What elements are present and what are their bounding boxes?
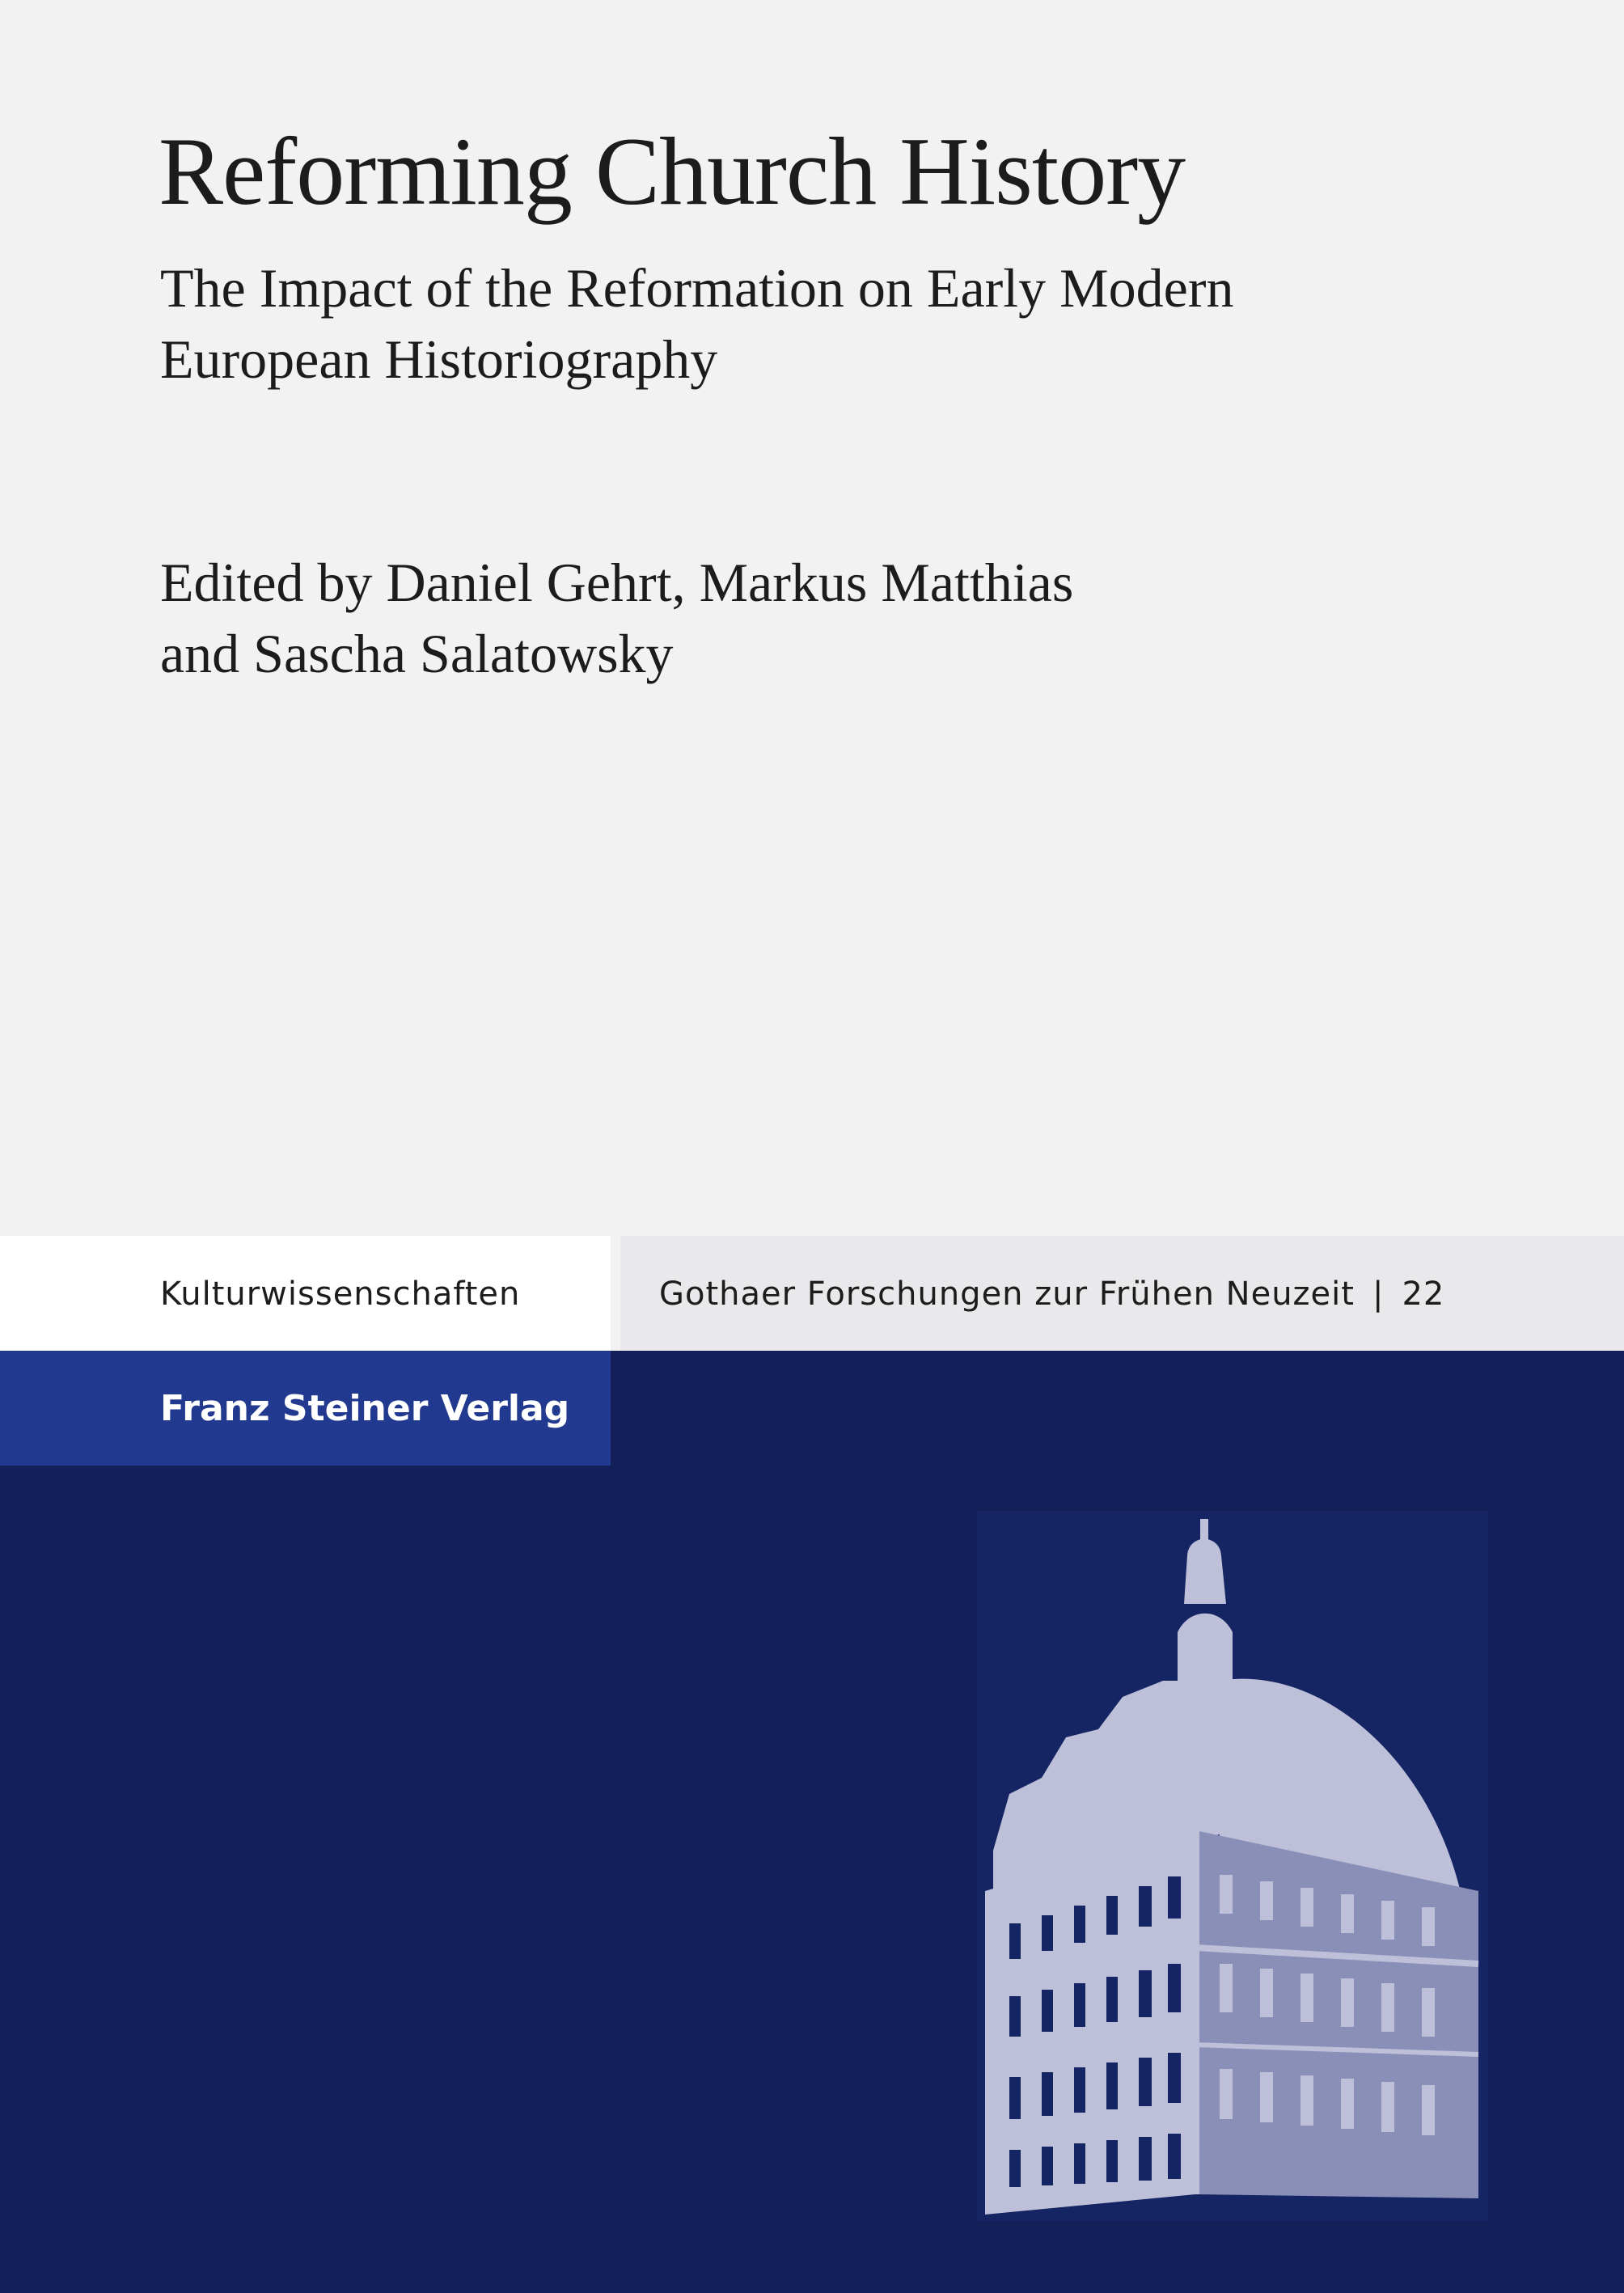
series-label [659, 1270, 1444, 1318]
subtitle-line-1: The Impact of the Reformation on Early Modern [160, 257, 1234, 319]
building-engraving-icon [977, 1511, 1488, 2221]
series-number: 22 [1402, 1276, 1445, 1313]
subtitle-line-2: European Historiography [160, 328, 718, 390]
subject-label: Kulturwissenschaften [160, 1276, 521, 1313]
book-title: Reforming Church History [159, 117, 1186, 225]
publisher-name: Franz Steiner Verlag [160, 1388, 570, 1429]
band-divider [611, 1236, 620, 1351]
editors-line-1: Edited by Daniel Gehrt, Markus Matthias [160, 552, 1074, 613]
book-editors [160, 547, 1454, 689]
editors-line-2: and Sascha Salatowsky [160, 623, 674, 684]
book-subtitle [160, 252, 1454, 395]
series-name: Gothaer Forschungen zur Frühen Neuzeit [659, 1276, 1355, 1313]
series-separator: | [1372, 1276, 1385, 1313]
